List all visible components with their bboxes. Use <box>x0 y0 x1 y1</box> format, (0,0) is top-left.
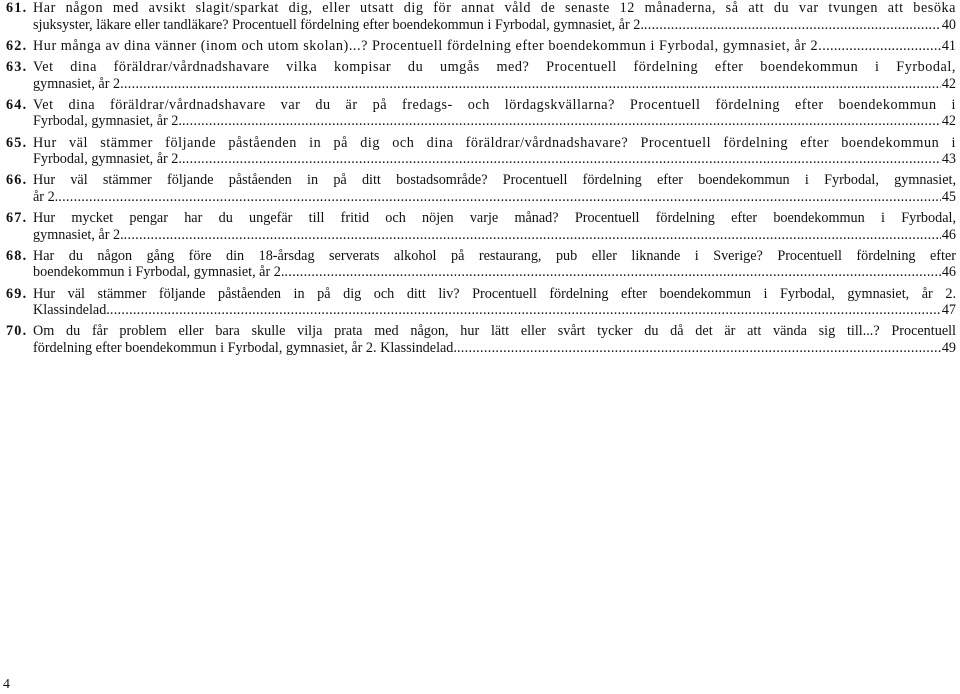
entry-text-line: Om du får problem eller bara skulle vilja prata med någon, hur lätt eller svårt tycker du då det är att vända sig till...? Procentuell <box>33 323 956 340</box>
entry-number: 62. <box>6 37 28 54</box>
dot-leader <box>110 302 941 319</box>
entry-text-line: fördelning efter boendekommun i Fyrbodal, gymnasiet, år 2. Klassindelad. <box>33 340 457 357</box>
dot-leader <box>120 76 941 93</box>
toc-entry-64[interactable] <box>6 97 956 130</box>
page-ref: 45 <box>941 188 956 205</box>
dot-leader <box>284 264 940 281</box>
entry-number: 68. <box>6 247 28 264</box>
toc-entry-65[interactable] <box>6 135 956 168</box>
entry-text-line: år 2. <box>33 188 59 205</box>
toc-entry-63[interactable] <box>6 59 956 92</box>
entry-text-line: Vet dina föräldrar/vårdnadshavare var du är på fredags- och lördagskvällarna? Procentuell fördelning efter boendekommun i <box>33 96 956 113</box>
entry-number: 66. <box>6 172 28 189</box>
entry-number: 61. <box>6 0 28 16</box>
entry-number: 69. <box>6 285 28 302</box>
entry-number: 65. <box>6 134 28 151</box>
toc-entry-69[interactable] <box>6 286 956 319</box>
page-ref: 42 <box>941 113 956 130</box>
toc-entry-66[interactable] <box>6 172 956 205</box>
page-ref: 49 <box>941 340 956 357</box>
dot-leader <box>182 151 941 168</box>
toc-entry-62[interactable] <box>6 38 956 55</box>
page-ref: 46 <box>941 226 956 243</box>
entry-text-line: Vet dina föräldrar/vårdnadshavare vilka kompisar du umgås med? Procentuell fördelning efter boendekommun i Fyrbodal, <box>33 58 956 75</box>
entry-text-line: boendekommun i Fyrbodal, gymnasiet, år 2. <box>33 264 285 281</box>
page-ref: 43 <box>941 151 956 168</box>
dot-leader <box>182 113 941 130</box>
dot-leader <box>822 38 941 55</box>
entry-text-line: sjuksyster, läkare eller tandläkare? Procentuell fördelning efter boendekommun i Fyrbodal, gymnasiet, år 2. <box>33 16 644 33</box>
entry-text-line: Har någon med avsikt slagit/sparkat dig, eller utsatt dig för annat våld de senaste 12 månaderna, så att du var tvungen att besöka <box>33 0 956 16</box>
entry-text-line: Hur väl stämmer följande påståenden in på dig och dina föräldrar/vårdnadshavare? Procentuell fördelning efter boendekommun i <box>33 134 956 151</box>
page-ref: 41 <box>941 37 956 54</box>
entry-text-line: Klassindelad. <box>33 302 110 319</box>
toc-entry-68[interactable] <box>6 248 956 281</box>
entry-text-line: Fyrbodal, gymnasiet, år 2. <box>33 151 182 168</box>
entry-number: 64. <box>6 96 28 113</box>
dot-leader <box>58 189 941 206</box>
entry-text-line: Hur många av dina vänner (inom och utom skolan)...? Procentuell fördelning efter boendekommun i Fyrbodal, gymnasiet, år 2. <box>33 37 823 54</box>
dot-leader <box>644 17 941 34</box>
page-ref: 47 <box>941 302 956 319</box>
table-of-contents <box>6 0 956 361</box>
toc-entry-70[interactable] <box>6 323 956 356</box>
entry-line <box>33 0 956 17</box>
entry-text-line: Fyrbodal, gymnasiet, år 2. <box>33 113 182 130</box>
entry-text-line: gymnasiet, år 2. <box>33 226 124 243</box>
toc-entry-61[interactable] <box>6 0 956 33</box>
entry-number: 67. <box>6 210 28 227</box>
entry-text-line: gymnasiet, år 2 <box>33 75 121 92</box>
toc-entry-67[interactable] <box>6 210 956 243</box>
entry-text-line: Har du någon gång före din 18-årsdag serverats alkohol på restaurang, pub eller liknande i Sverige? Procentuell fördelning efter <box>33 247 956 264</box>
dot-leader <box>124 227 941 244</box>
page-ref: 42 <box>941 75 956 92</box>
page-ref: 40 <box>941 16 956 33</box>
page-ref: 46 <box>941 264 956 281</box>
entry-number: 70. <box>6 323 28 340</box>
page-number: 4 <box>3 677 10 692</box>
entry-number: 63. <box>6 58 28 75</box>
entry-text-line: Hur väl stämmer följande påståenden in på ditt bostadsområde? Procentuell fördelning efter boendekommun i Fyrbodal, gymnasiet, <box>33 172 956 189</box>
entry-text-line: Hur mycket pengar har du ungefär till fritid och nöjen varje månad? Procentuell fördelning efter boendekommun i Fyrbodal, <box>33 210 956 227</box>
entry-text-line: Hur väl stämmer följande påståenden in på dig och ditt liv? Procentuell fördelning efter boendekommun i Fyrbodal, gymnasiet, år 2. <box>33 285 956 302</box>
dot-leader <box>457 340 941 357</box>
